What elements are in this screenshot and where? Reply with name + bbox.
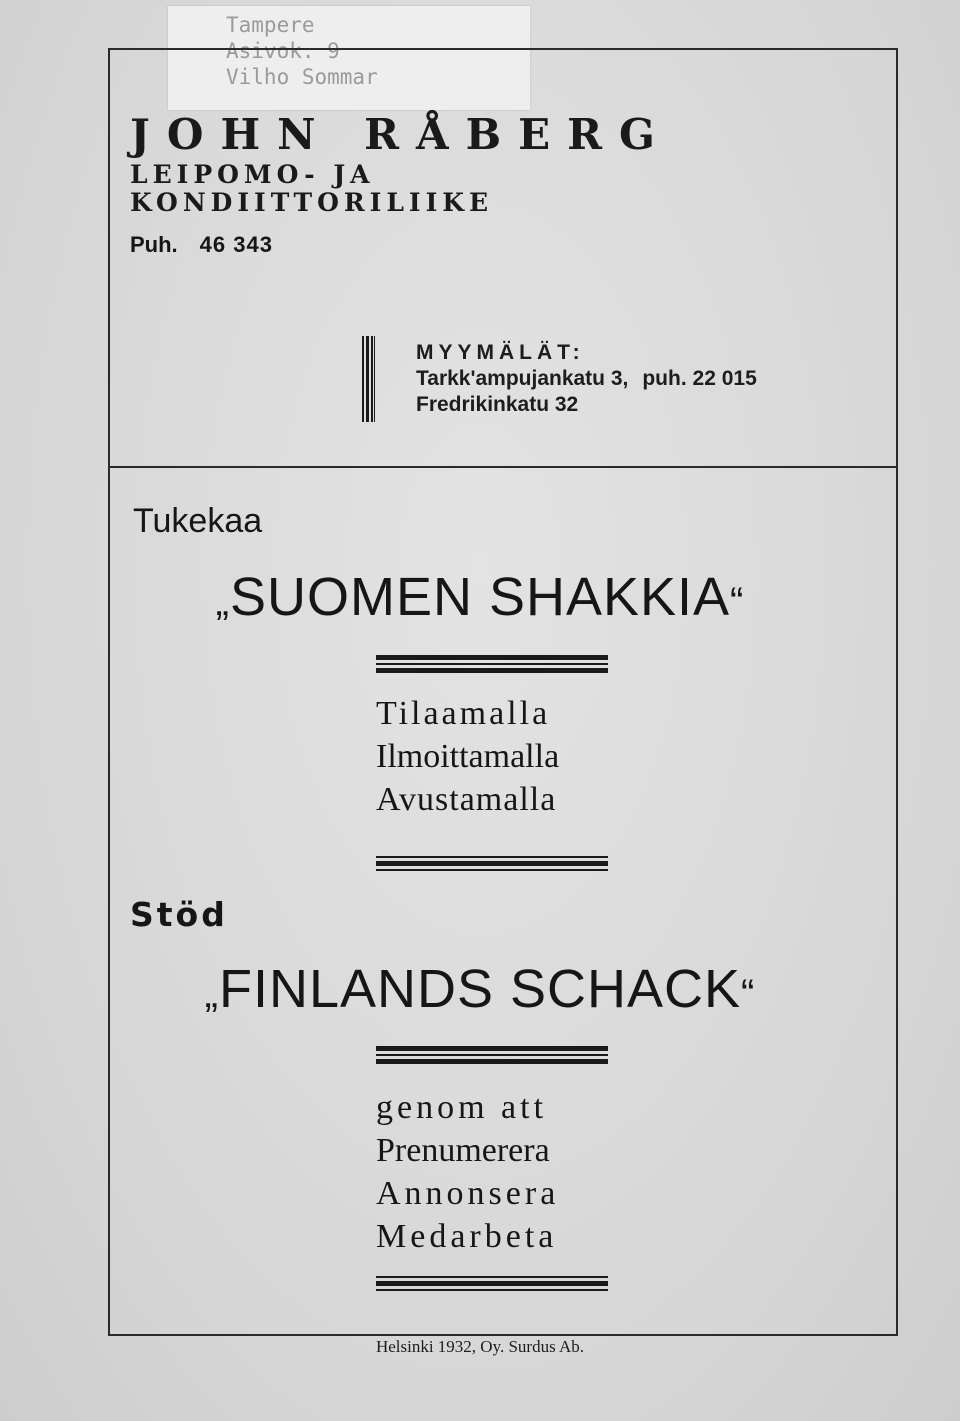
magazine-name: FINLANDS SCHACK: [218, 959, 742, 1019]
double-rule: [376, 655, 608, 673]
shop-2: [416, 392, 757, 418]
company-name: JOHN RÅBERG: [130, 110, 672, 159]
finnish-lead: Tukekaa: [133, 502, 263, 540]
close-quote: “: [730, 580, 745, 624]
vertical-bars-ornament: [362, 336, 376, 422]
stamp-label-line-1: Tampere: [226, 13, 315, 37]
swedish-magazine-title: [0, 958, 960, 1020]
stamp-label-line-3: Vilho Sommar: [226, 65, 378, 89]
swedish-action-list: [376, 1086, 559, 1258]
open-quote: „: [215, 580, 230, 624]
swedish-lead: Stöd: [130, 895, 228, 934]
shops-list: [416, 340, 757, 418]
double-rule: [376, 1276, 608, 1291]
finnish-magazine-title: [0, 566, 960, 628]
action-item: Avustamalla: [376, 781, 557, 818]
company-phone: [130, 232, 273, 258]
shop-1-phone: puh. 22 015: [642, 367, 757, 390]
double-rule: [376, 856, 608, 871]
action-item: Prenumerera: [376, 1132, 550, 1169]
close-quote: “: [741, 972, 756, 1016]
double-rule: [376, 1046, 608, 1064]
shop-1-address: Tarkk'ampujankatu 3,: [416, 367, 629, 390]
action-item: Medarbeta: [376, 1218, 558, 1255]
magazine-name: SUOMEN SHAKKIA: [229, 567, 731, 627]
shop-2-address: Fredrikinkatu 32: [416, 393, 579, 416]
open-quote: „: [204, 972, 219, 1016]
action-item: Tilaamalla: [376, 695, 551, 732]
shops-heading: MYYMÄLÄT:: [416, 341, 585, 364]
action-item: genom att: [376, 1089, 548, 1126]
company-line-2: KONDIITTORILIIKE: [130, 188, 494, 217]
action-item: Annonsera: [376, 1175, 560, 1212]
phone-label: Puh.: [130, 232, 178, 257]
action-item: Ilmoittamalla: [376, 738, 560, 775]
company-line-1: LEIPOMO- JA: [130, 160, 375, 189]
divider-line: [108, 466, 898, 468]
stamp-label-line-2: Asivok. 9: [226, 39, 340, 63]
finnish-action-list: [376, 692, 559, 821]
phone-number: 46 343: [199, 232, 273, 257]
shop-1: [416, 366, 757, 392]
imprint: Helsinki 1932, Oy. Surdus Ab.: [375, 1337, 585, 1356]
